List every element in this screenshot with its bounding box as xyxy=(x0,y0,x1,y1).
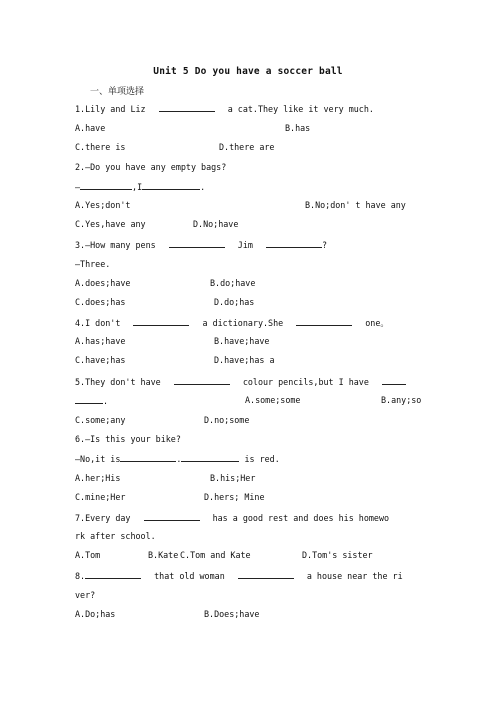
question-2-answer xyxy=(75,181,205,193)
option-d: D.No;have xyxy=(193,219,239,229)
question-8 xyxy=(75,570,403,582)
option-a: A.Tom xyxy=(75,550,101,560)
question-8-text: 8. xyxy=(75,571,86,581)
answer-blank xyxy=(80,181,132,190)
option-c: C.have;has xyxy=(75,355,126,365)
option-d: D.hers; Mine xyxy=(204,492,265,502)
answer-blank xyxy=(144,512,200,521)
option-a: A.Yes;don't xyxy=(75,200,131,210)
option-d: D.Tom's sister xyxy=(302,550,373,560)
section-heading: 一、单项选择 xyxy=(90,87,145,97)
option-d: D.no;some xyxy=(204,415,250,425)
option-b: B.have;have xyxy=(214,336,270,346)
document-title: Unit 5 Do you have a soccer ball xyxy=(153,66,343,77)
option-c: C.some;any xyxy=(75,415,126,425)
question-7 xyxy=(75,512,389,524)
answer-blank xyxy=(85,570,141,579)
answer-blank xyxy=(382,376,406,385)
option-b: B.his;Her xyxy=(210,473,256,483)
option-b: B.do;have xyxy=(210,278,256,288)
option-b: B.has xyxy=(285,123,311,133)
question-5-line-2 xyxy=(75,395,108,407)
option-a: A.her;His xyxy=(75,473,121,483)
option-c: C.there is xyxy=(75,142,126,152)
question-8-line-2: ver? xyxy=(75,590,96,600)
answer-dash: — xyxy=(75,182,81,192)
answer-blank xyxy=(266,239,322,248)
answer-blank xyxy=(174,376,230,385)
option-a: A.has;have xyxy=(75,336,126,346)
question-4 xyxy=(75,317,389,329)
option-d: D.do;has xyxy=(214,297,255,307)
option-a: A.have xyxy=(75,123,106,133)
question-4-text-end: one。 xyxy=(365,318,389,328)
option-c: C.mine;Her xyxy=(75,492,126,502)
question-1-text: 1.Lily and Liz xyxy=(75,104,146,114)
option-a: A.does;have xyxy=(75,278,131,288)
question-5-text: 5.They don't have xyxy=(75,377,161,387)
question-4-text: 4.I don't xyxy=(75,318,121,328)
option-b: B.No;don' t have any xyxy=(305,200,406,210)
question-3-text: 3.—How many pens xyxy=(75,240,156,250)
answer-blank xyxy=(169,239,225,248)
question-6-answer xyxy=(75,453,280,465)
option-b: B.any;so xyxy=(381,395,422,405)
answer-text: is red. xyxy=(244,454,280,464)
question-7-line-2: rk after school. xyxy=(75,531,156,541)
question-5-end: . xyxy=(103,396,109,406)
question-4-text-cont: a dictionary.She xyxy=(202,318,284,328)
option-d: D.have;has a xyxy=(214,355,275,365)
question-8-text-end: a house near the ri xyxy=(306,571,403,581)
option-c: C.Yes,have any xyxy=(75,219,146,229)
answer-blank xyxy=(142,181,200,190)
answer-blank xyxy=(133,317,189,326)
answer-text: —No,it is xyxy=(75,454,121,464)
question-3-mark: ? xyxy=(321,240,328,250)
answer-blank xyxy=(120,453,176,462)
option-b: B.Does;have xyxy=(204,609,260,619)
answer-blank xyxy=(181,453,239,462)
option-a: A.some;some xyxy=(245,395,301,405)
question-2: 2.—Do you have any empty bags? xyxy=(75,162,227,172)
option-a: A.Do;has xyxy=(75,609,116,619)
question-7-text-cont: has a good rest and does his homewo xyxy=(212,513,390,523)
question-7-text: 7.Every day xyxy=(75,513,131,523)
question-5 xyxy=(75,376,406,388)
answer-text: . xyxy=(200,182,206,192)
option-b: B.Kate xyxy=(148,550,179,560)
question-1-text-cont: a cat.They like it very much. xyxy=(227,104,374,114)
answer-text: . xyxy=(176,454,182,464)
answer-text: ,I xyxy=(132,182,143,192)
question-8-text-cont: that old woman xyxy=(154,571,225,581)
answer-blank xyxy=(75,395,103,404)
question-5-text-cont: colour pencils,but I have xyxy=(242,377,369,387)
question-6: 6.—Is this your bike? xyxy=(75,434,181,444)
question-1 xyxy=(75,103,374,115)
option-c: C.Tom and Kate xyxy=(180,550,251,560)
option-c: C.does;has xyxy=(75,297,126,307)
option-d: D.there are xyxy=(219,142,275,152)
answer-blank xyxy=(296,317,352,326)
question-3 xyxy=(75,239,327,251)
answer-blank xyxy=(159,103,215,112)
question-3-text-cont: Jim xyxy=(237,240,253,250)
answer-blank xyxy=(238,570,294,579)
question-3-answer: —Three. xyxy=(75,259,111,269)
